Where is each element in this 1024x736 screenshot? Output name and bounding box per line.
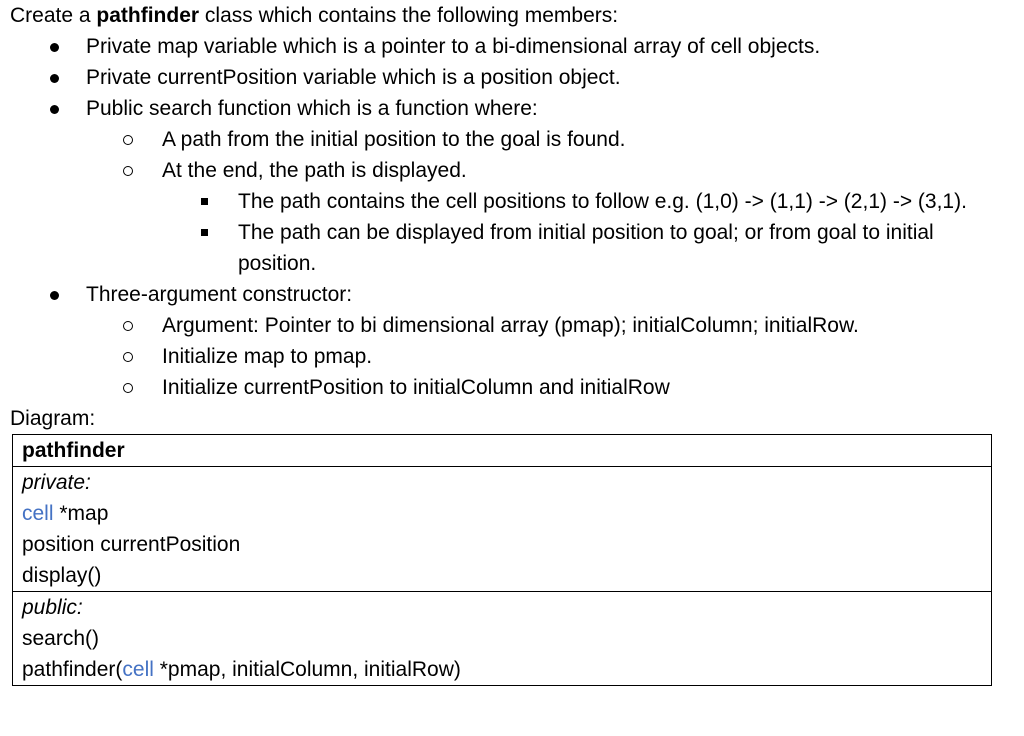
sub-item-text: Initialize map to pmap.	[162, 345, 373, 368]
detail-item-text: The path can be displayed from initial position to goal; or from goal to initial position.	[238, 221, 934, 275]
sub-item-text: A path from the initial position to the goal is found.	[162, 128, 626, 151]
uml-type-cell: cell	[22, 502, 54, 525]
uml-type-cell: cell	[122, 658, 154, 681]
sub-item-text: At the end, the path is displayed.	[162, 159, 467, 182]
intro-prefix: Create a	[10, 4, 97, 27]
bullet-circle-icon	[123, 166, 133, 176]
bullet-disc-icon	[50, 74, 59, 83]
uml-header	[13, 435, 991, 467]
bullet-circle-icon	[123, 352, 133, 362]
sub-item-argument	[10, 310, 1014, 341]
uml-position-member: position currentPosition	[22, 533, 241, 556]
bullet-square-icon	[201, 229, 208, 236]
bullet-circle-icon	[123, 135, 133, 145]
sub-item-text: Initialize currentPosition to initialColumn and initialRow	[162, 376, 670, 399]
uml-class-title: pathfinder	[22, 439, 125, 462]
intro-class-name: pathfinder	[96, 4, 200, 27]
intro-line	[10, 0, 1014, 31]
bullet-circle-icon	[123, 383, 133, 393]
sub-item-init-map	[10, 341, 1014, 372]
uml-map-name: *map	[53, 502, 109, 525]
uml-search-method: search()	[22, 627, 100, 650]
list-item-text: Private currentPosition variable which is a position object.	[86, 66, 621, 89]
uml-map-member	[13, 498, 991, 529]
document	[10, 0, 1014, 686]
uml-private-label: private:	[22, 471, 91, 494]
sub-item-path-displayed	[10, 155, 1014, 186]
list-item-text: Three-argument constructor:	[86, 283, 353, 306]
uml-ctor-suffix: *pmap, initialColumn, initialRow)	[153, 658, 461, 681]
uml-public-label: public:	[22, 596, 83, 619]
detail-item-text: The path contains the cell positions to follow e.g. (1,0) -> (1,1) -> (2,1) -> (3,1).	[238, 190, 967, 213]
list-item-text: Private map variable which is a pointer to a bi-dimensional array of cell objects.	[86, 35, 821, 58]
detail-item-path-direction	[10, 217, 1014, 279]
uml-display-method: display()	[22, 564, 102, 587]
list-item-search	[10, 93, 1014, 124]
sub-item-path-found	[10, 124, 1014, 155]
list-item-text: Public search function which is a function where:	[86, 97, 538, 120]
uml-public-section	[13, 592, 991, 685]
sub-item-text: Argument: Pointer to bi dimensional array (pmap); initialColumn; initialRow.	[162, 314, 859, 337]
bullet-circle-icon	[123, 321, 133, 331]
uml-ctor-prefix: pathfinder(	[22, 658, 123, 681]
intro-suffix: class which contains the following members:	[199, 4, 619, 27]
bullet-square-icon	[201, 198, 208, 205]
sub-item-init-position	[10, 372, 1014, 403]
bullet-disc-icon	[50, 43, 59, 52]
list-item-current-position	[10, 62, 1014, 93]
diagram-label: Diagram:	[10, 407, 96, 430]
list-item-map	[10, 31, 1014, 62]
uml-class-diagram	[12, 434, 992, 686]
detail-item-path-contains	[10, 186, 1014, 217]
bullet-disc-icon	[50, 105, 59, 114]
uml-private-section	[13, 467, 991, 592]
bullet-disc-icon	[50, 291, 59, 300]
uml-constructor	[13, 654, 991, 685]
list-item-constructor	[10, 279, 1014, 310]
